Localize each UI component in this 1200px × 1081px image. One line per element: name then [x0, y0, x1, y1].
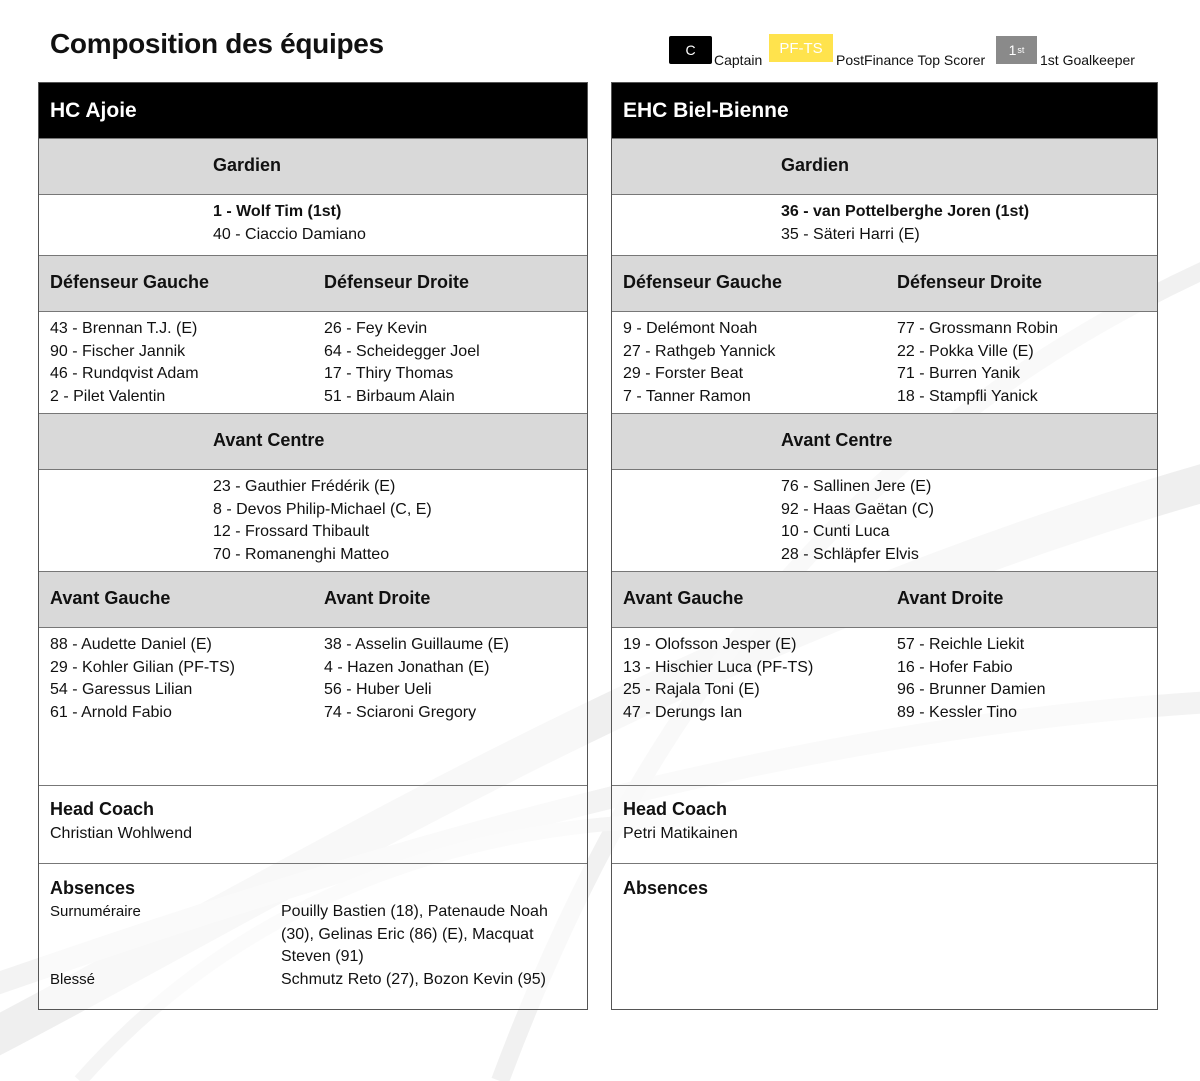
first-goalkeeper-badge: [996, 36, 1037, 64]
goalies-list: [213, 201, 366, 246]
defense-left-list: [623, 318, 775, 408]
pfts-label: PostFinance Top Scorer: [836, 52, 986, 68]
player: 96 - Brunner Damien: [897, 681, 1046, 698]
absence-players: Pouilly Bastien (18), Patenaude Noah (30), Gelinas Eric (86) (E), Macquat Steven (91): [281, 903, 548, 965]
forwards-left-label: Avant Gauche: [50, 588, 171, 608]
team-card-away: [611, 82, 1158, 1010]
section-centers-header: [612, 413, 1157, 470]
player: 18 - Stampfli Yanick: [897, 387, 1038, 405]
defense-right-label: Défenseur Droite: [324, 272, 470, 292]
forwards-left-list: [623, 634, 813, 724]
absence-category: Surnuméraire: [50, 903, 141, 920]
player: 47 - Derungs Ian: [623, 703, 743, 721]
section-defense-header: [39, 255, 587, 312]
absence-players: Schmutz Reto (27), Bozon Kevin (95): [281, 971, 547, 988]
centers-list: [781, 476, 934, 566]
player: 22 - Pokka Ville (E): [897, 342, 1034, 360]
section-goalies-header: [39, 138, 587, 195]
player: 38 - Asselin Guillaume (E): [324, 636, 509, 653]
defense-right-list: [897, 318, 1058, 408]
divider: [612, 863, 1157, 864]
head-coach-name: Christian Wohlwend: [50, 825, 192, 842]
player: 28 - Schläpfer Elvis: [781, 545, 919, 563]
goalies-label: Gardien: [781, 155, 850, 175]
centers-label: Avant Centre: [213, 430, 325, 450]
player: 43 - Brennan T.J. (E): [50, 320, 198, 337]
forwards-right-label: Avant Droite: [897, 588, 1004, 608]
divider: [39, 785, 587, 786]
player: 13 - Hischier Luca (PF-TS): [623, 658, 814, 676]
absence-category: Blessé: [50, 971, 96, 988]
centers-list: [213, 476, 432, 566]
player: 88 - Audette Daniel (E): [50, 636, 212, 653]
section-goalies-header: [612, 138, 1157, 195]
player: 61 - Arnold Fabio: [50, 703, 172, 721]
section-forwards-header: [612, 571, 1157, 628]
player: 1 - Wolf Tim (1st): [213, 203, 342, 220]
forwards-right-label: Avant Droite: [324, 588, 431, 608]
player: 16 - Hofer Fabio: [897, 658, 1013, 676]
player: 90 - Fischer Jannik: [50, 342, 186, 360]
head-coach-label: Head Coach: [623, 799, 728, 819]
player: 74 - Sciaroni Gregory: [324, 703, 477, 721]
captain-label: Captain: [714, 52, 763, 68]
player: 9 - Delémont Noah: [623, 320, 758, 337]
defense-left-label: Défenseur Gauche: [623, 272, 783, 292]
player: 27 - Rathgeb Yannick: [623, 342, 776, 360]
centers-label: Avant Centre: [781, 430, 893, 450]
player: 7 - Tanner Ramon: [623, 387, 751, 405]
goalies-list: [781, 201, 1029, 246]
team-name: HC Ajoie: [39, 83, 587, 138]
player: 29 - Kohler Gilian (PF-TS): [50, 658, 235, 676]
player: 77 - Grossmann Robin: [897, 320, 1058, 337]
player: 76 - Sallinen Jere (E): [781, 478, 932, 495]
section-centers-header: [39, 413, 587, 470]
player: 2 - Pilet Valentin: [50, 387, 166, 405]
defense-right-list: [324, 318, 480, 408]
player: 35 - Säteri Harri (E): [781, 225, 920, 243]
section-defense-header: [612, 255, 1157, 312]
player: 70 - Romanenghi Matteo: [213, 545, 390, 563]
player: 89 - Kessler Tino: [897, 703, 1018, 721]
first-badge-number: 1: [1008, 42, 1017, 58]
head-coach-label: Head Coach: [50, 799, 155, 819]
player: 26 - Fey Kevin: [324, 320, 428, 337]
team-name: EHC Biel-Bienne: [612, 83, 1157, 138]
player: 92 - Haas Gaëtan (C): [781, 500, 934, 518]
player: 56 - Huber Ueli: [324, 681, 432, 698]
defense-left-label: Défenseur Gauche: [50, 272, 210, 292]
forwards-left-label: Avant Gauche: [623, 588, 744, 608]
absences-label: Absences: [50, 878, 136, 898]
defense-left-list: [50, 318, 199, 408]
legend: [0, 34, 1200, 74]
team-card-home: [38, 82, 588, 1010]
forwards-right-list: [324, 634, 509, 724]
forwards-right-list: [897, 634, 1046, 724]
player: 57 - Reichle Liekit: [897, 636, 1025, 653]
player: 17 - Thiry Thomas: [324, 365, 454, 382]
player: 12 - Frossard Thibault: [213, 523, 370, 540]
divider: [612, 785, 1157, 786]
divider: [39, 863, 587, 864]
first-badge-suffix: st: [1017, 45, 1025, 55]
player: 29 - Forster Beat: [623, 365, 744, 382]
forwards-left-list: [50, 634, 235, 724]
player: 54 - Garessus Lilian: [50, 681, 193, 698]
player: 4 - Hazen Jonathan (E): [324, 658, 490, 676]
player: 25 - Rajala Toni (E): [623, 681, 760, 698]
defense-right-label: Défenseur Droite: [897, 272, 1043, 292]
player: 10 - Cunti Luca: [781, 523, 890, 540]
goalies-label: Gardien: [213, 155, 282, 175]
pfts-badge: PF-TS: [769, 34, 833, 62]
page-title: Composition des équipes: [50, 28, 384, 59]
player: 51 - Birbaum Alain: [324, 387, 455, 405]
first-goalkeeper-label: 1st Goalkeeper: [1040, 52, 1135, 68]
player: 23 - Gauthier Frédérik (E): [213, 478, 396, 495]
player: 46 - Rundqvist Adam: [50, 365, 199, 382]
captain-badge: C: [669, 36, 712, 64]
head-coach-name: Petri Matikainen: [623, 825, 738, 842]
player: 8 - Devos Philip-Michael (C, E): [213, 500, 432, 518]
player: 19 - Olofsson Jesper (E): [623, 636, 797, 653]
player: 71 - Burren Yanik: [897, 365, 1021, 382]
section-forwards-header: [39, 571, 587, 628]
player: 64 - Scheidegger Joel: [324, 342, 480, 360]
player: 36 - van Pottelberghe Joren (1st): [781, 203, 1030, 220]
absences-label: Absences: [623, 878, 709, 898]
player: 40 - Ciaccio Damiano: [213, 225, 366, 243]
